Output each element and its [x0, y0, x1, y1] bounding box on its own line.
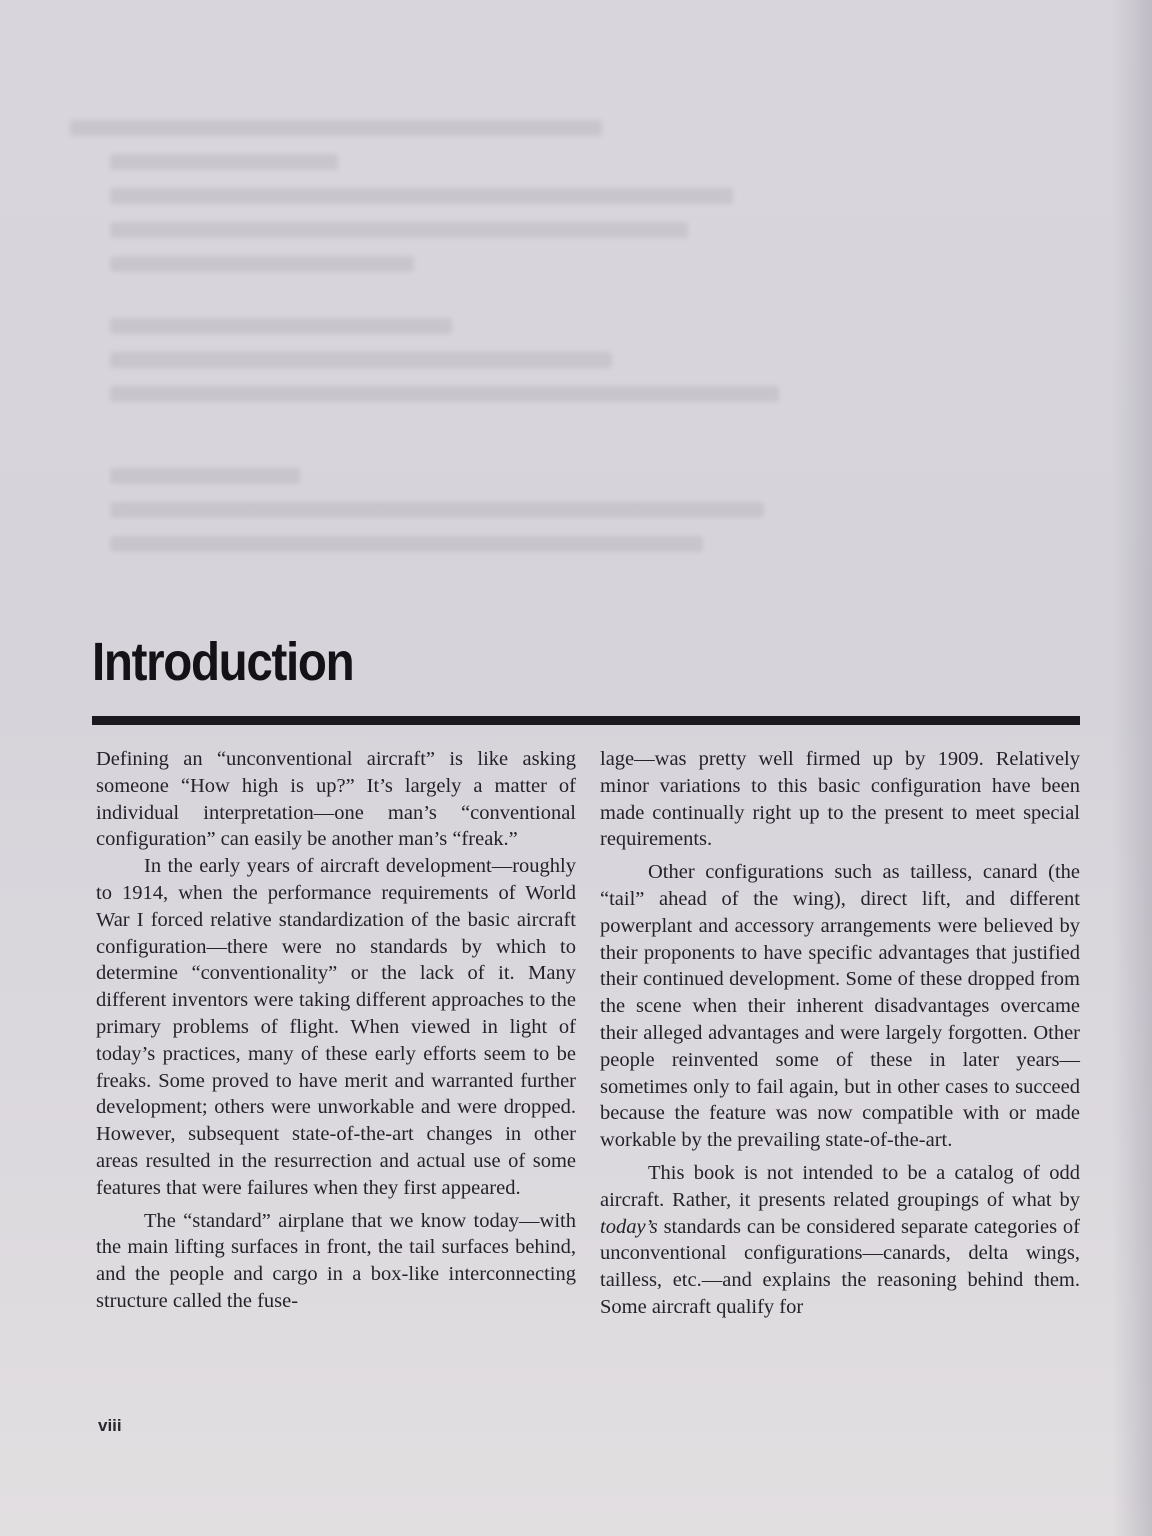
title-rule: [92, 716, 1080, 725]
paragraph-5: Other configurations such as tailless, canard (the “tail” ahead of the wing), direct lift, and different powerplant and accessory arrangements were believed by their proponents to have specific advantages that justified their continued development. Some of these dropped from the scene when their inherent disadvantages overcame their alleged advantages and were largely forgotten. Other people reinvented some of these in later years—sometimes only to fail again, but in other cases to succeed because the feature was now compatible with or made workable by the prevailing state-of-the-art.: [600, 861, 1080, 1152]
paragraph-6: [600, 1160, 1080, 1321]
left-column: [96, 746, 576, 1315]
page-title: Introduction: [92, 632, 354, 692]
paragraph-6-end: standards can be considered separate categories of unconventional configurations—canards, delta wings, tailless, etc.—and explains the reasoning behind them. Some aircraft qualify for: [600, 1215, 1080, 1318]
right-column: [600, 746, 1080, 1321]
paragraph-2: In the early years of aircraft development—roughly to 1914, when the performance requirements of World War I forced relative standardization of the basic aircraft configuration—there were no standards by which to determine “conventionality” or the lack of it. Many different inventors were taking different approaches to the primary problems of flight. When viewed in light of today’s practices, many of these early efforts seem to be freaks. Some proved to have merit and warranted further development; others were unworkable and were dropped. However, subsequent state-of-the-art changes in other areas resulted in the resurrection and actual use of some features that were failures when they first appeared.: [96, 855, 576, 1199]
paragraph-4-continued: lage—was pretty well firmed up by 1909. Relatively minor variations to this basic configuration have been made continually right up to the present to meet special requirements.: [600, 748, 1080, 851]
paragraph-6-start: This book is not intended to be a catalog of odd aircraft. Rather, it presents related groupings of what by: [600, 1161, 1080, 1211]
paragraph-1: Defining an “unconventional aircraft” is like asking someone “How high is up?” It’s largely a matter of individual interpretation—one man’s “conventional configuration” can easily be another man’s “freak.”: [96, 748, 576, 851]
reverse-side-bleed-through: [70, 120, 830, 620]
paragraph-3: The “standard” airplane that we know today—with the main lifting surfaces in front, the tail surfaces behind, and the people and cargo in a box-like interconnecting structure called the fuse-: [96, 1209, 576, 1312]
page-number: viii: [98, 1416, 122, 1435]
emphasis-todays: today’s: [600, 1215, 658, 1238]
page-gutter-shadow: [1112, 0, 1152, 1536]
